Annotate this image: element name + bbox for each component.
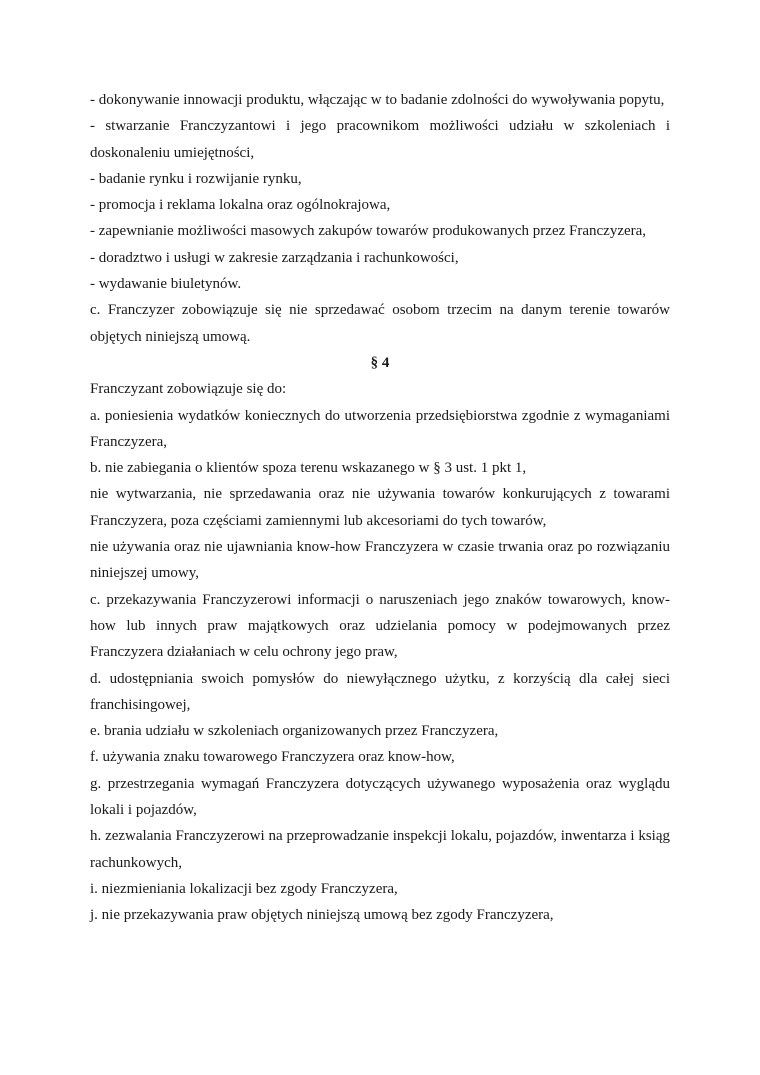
paragraph-item-a: a. poniesienia wydatków koniecznych do utworzenia przedsiębiorstwa zgodnie z wymaganiami Franczyzera, — [90, 407, 670, 450]
paragraph-item-f: f. używania znaku towarowego Franczyzera oraz know-how, — [90, 749, 455, 766]
paragraph-know-how: nie używania oraz nie ujawniania know-how Franczyzera w czasie trwania oraz po rozwiązaniu niniejszej umowy, — [90, 539, 670, 582]
document-page — [90, 87, 670, 929]
paragraph-training: - stwarzanie Franczyzantowi i jego pracownikom możliwości udziału w szkoleniach i doskonaleniu umiejętności, — [90, 118, 670, 161]
section-heading: § 4 — [370, 354, 390, 371]
paragraph-market-research: - badanie rynku i rozwijanie rynku, — [90, 170, 302, 187]
paragraph-consulting: - doradztwo i usługi w zakresie zarządzania i rachunkowości, — [90, 249, 459, 266]
paragraph-bulletins: - wydawanie biuletynów. — [90, 276, 242, 293]
paragraph-item-e: e. brania udziału w szkoleniach organizowanych przez Franczyzera, — [90, 723, 499, 740]
paragraph-item-i: i. niezmieniania lokalizacji bez zgody Franczyzera, — [90, 880, 398, 897]
paragraph-intro: Franczyzant zobowiązuje się do: — [90, 381, 287, 398]
paragraph-item-c: c. przekazywania Franczyzerowi informacji o naruszeniach jego znaków towarowych, know-how lub innych praw majątkowych oraz udzielania pomocy w podejmowanych przez Franczyzera działaniach w celu ochrony jego praw, — [90, 591, 670, 661]
paragraph-item-j: j. nie przekazywania praw objętych niniejszą umową bez zgody Franczyzera, — [90, 907, 554, 924]
paragraph-innovation: - dokonywanie innowacji produktu, włączając w to badanie zdolności do wywoływania popytu, — [90, 92, 665, 108]
paragraph-item-g: g. przestrzegania wymagań Franczyzera dotyczących używanego wyposażenia oraz wyglądu lokali i pojazdów, — [90, 775, 670, 819]
paragraph-promotion: - promocja i reklama lokalna oraz ogólnokrajowa, — [90, 197, 391, 214]
paragraph-item-c-franchisor: c. Franczyzer zobowiązuje się nie sprzedawać osobom trzecim na danym terenie towarów objętych niniejszą umową. — [90, 302, 670, 345]
paragraph-mass-purchases: - zapewnianie możliwości masowych zakupów towarów produkowanych przez Franczyzera, — [90, 223, 647, 240]
paragraph-item-h: h. zezwalania Franczyzerowi na przeprowadzanie inspekcji lokalu, pojazdów, inwentarza i ksiąg rachunkowych, — [90, 828, 670, 871]
paragraph-non-compete: nie wytwarzania, nie sprzedawania oraz nie używania towarów konkurujących z towarami Franczyzera, poza częściami zamiennymi lub akcesoriami do tych towarów, — [90, 486, 670, 529]
paragraph-item-d: d. udostępniania swoich pomysłów do niewyłącznego użytku, z korzyścią dla całej sieci franchisingowej, — [90, 670, 670, 713]
paragraph-item-b: b. nie zabiegania o klientów spoza terenu wskazanego w § 3 ust. 1 pkt 1, — [90, 460, 527, 477]
